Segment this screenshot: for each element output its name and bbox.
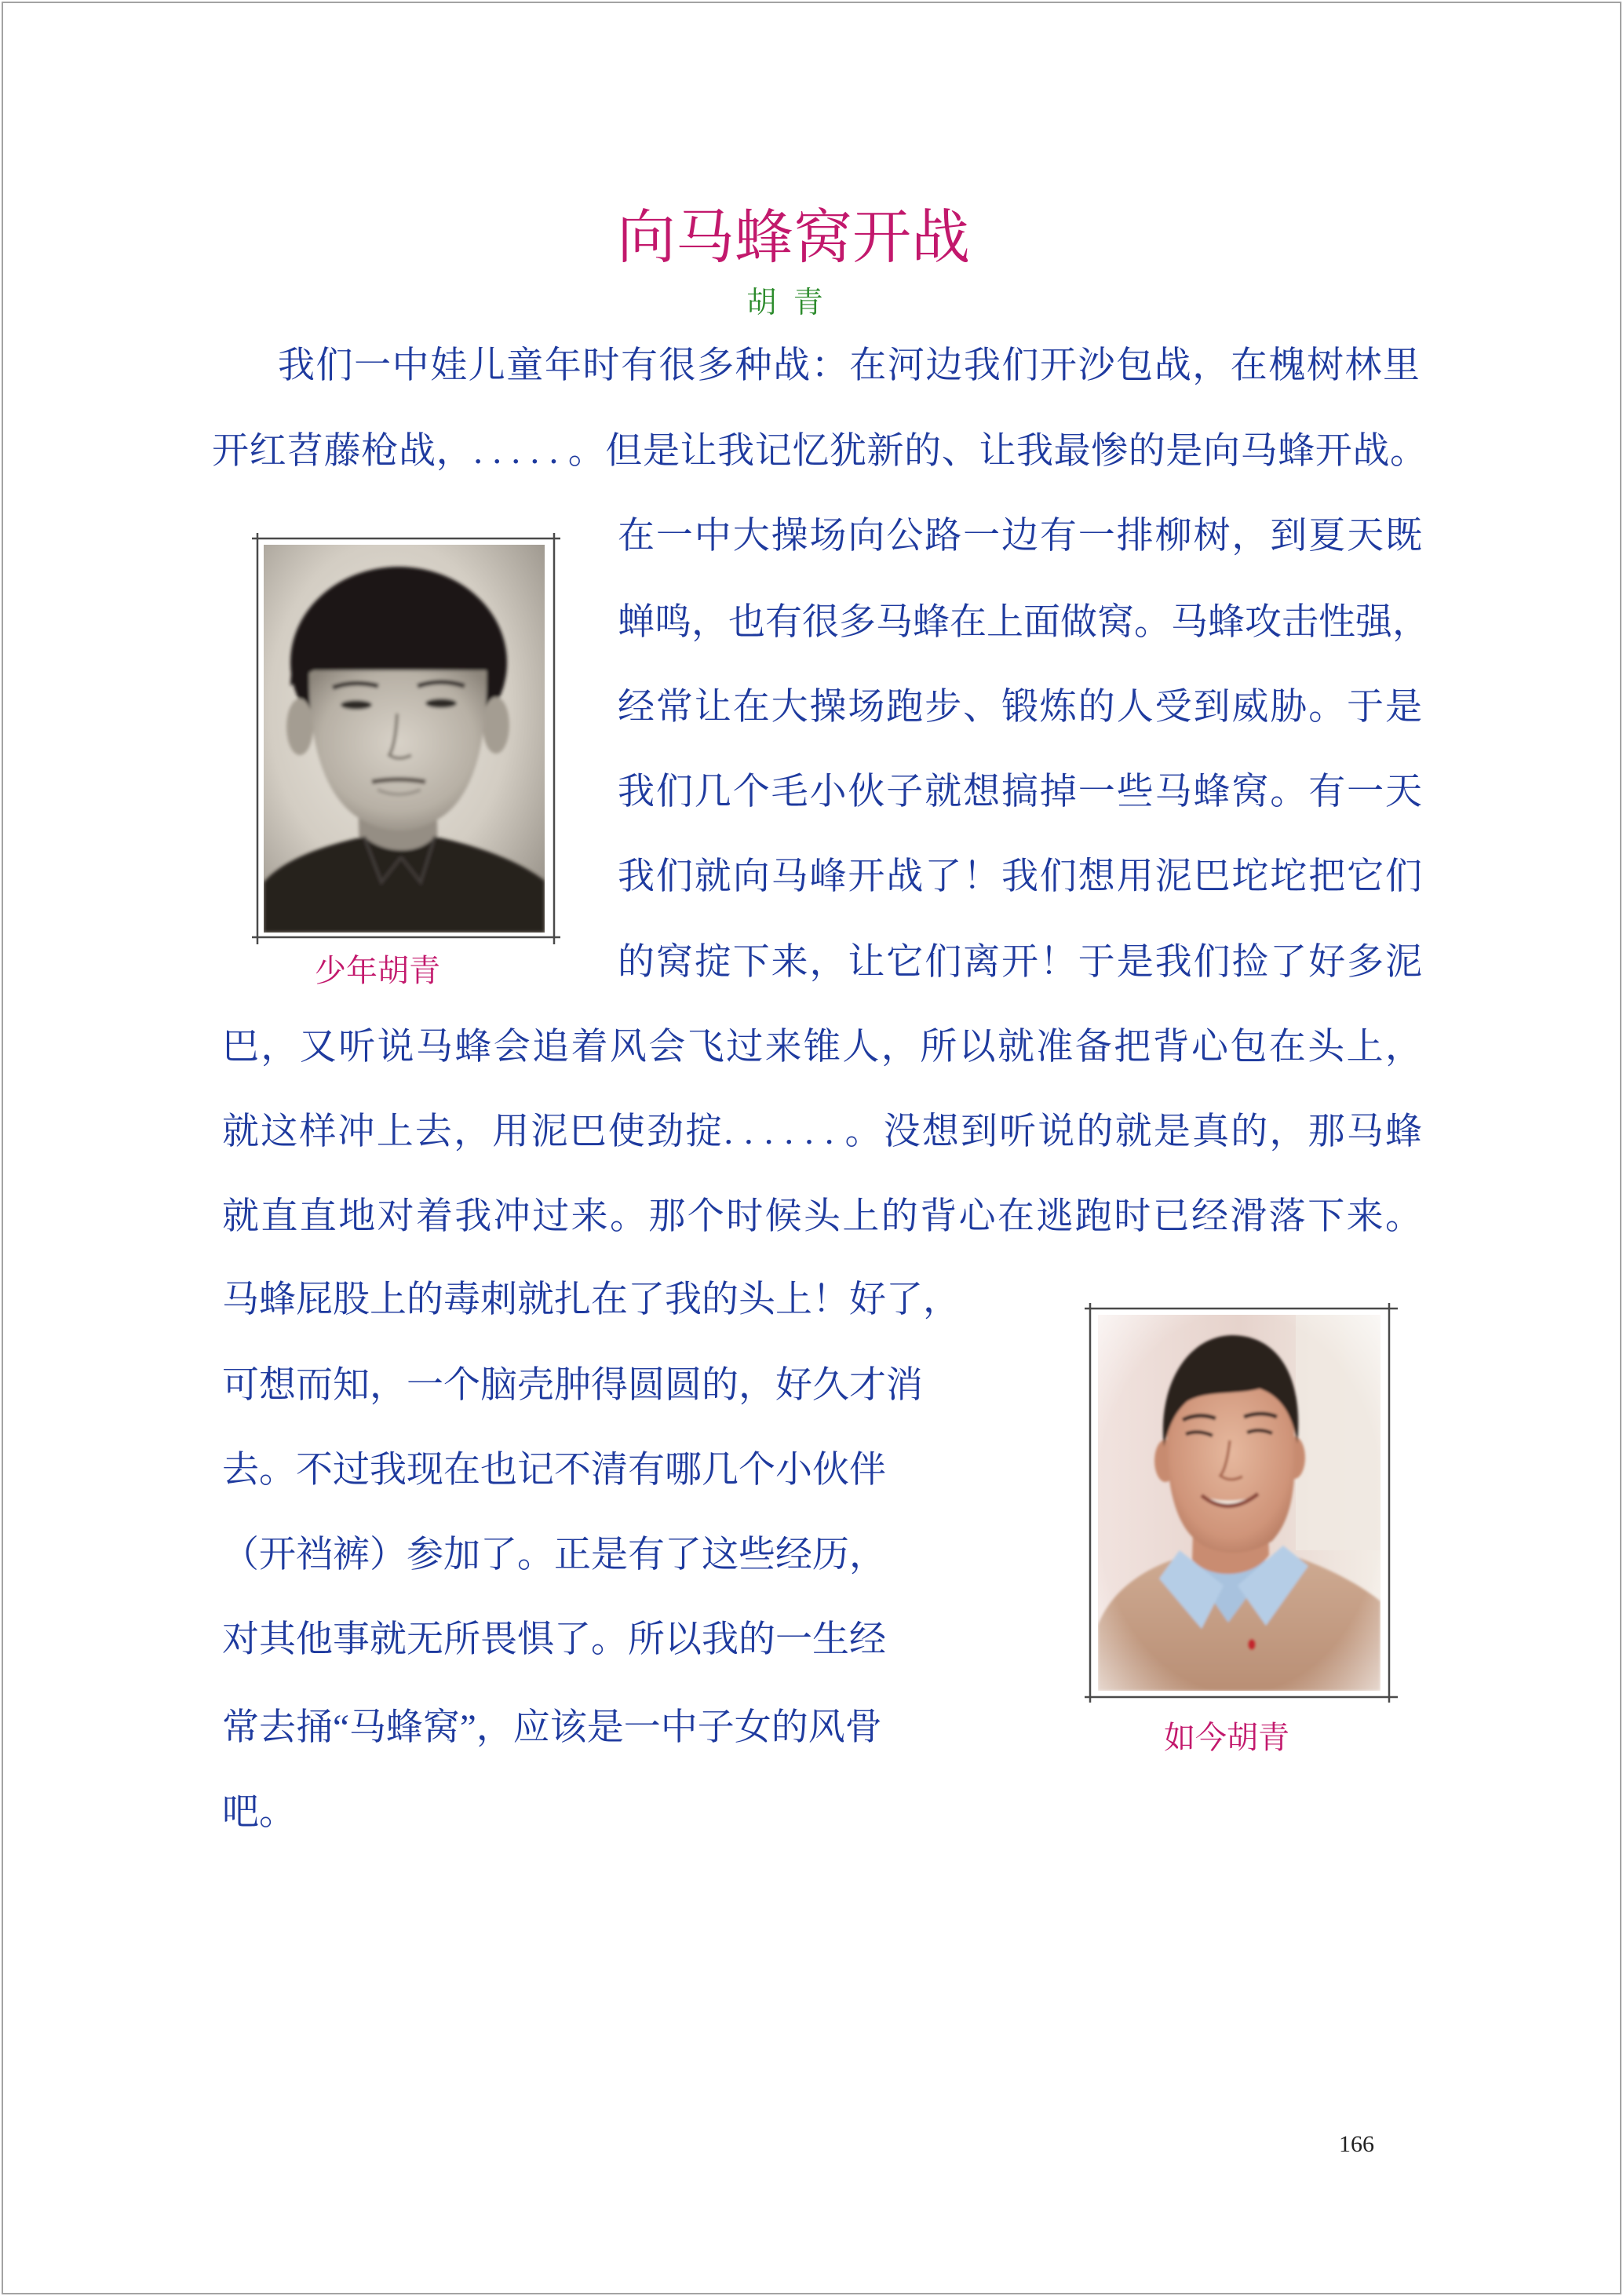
article-line: 吧。 (222, 1792, 296, 1833)
portrait-ear-left (286, 699, 313, 755)
article-line: 在一中大操场向公路一边有一排柳树，到夏天既 (618, 516, 1422, 557)
page-title: 向马蜂窝开战 (616, 206, 970, 271)
article-line: （开裆裤）参加了。正是有了这些经历， (222, 1535, 886, 1575)
article-line: 就这样冲上去，用泥巴使劲掟. . . . . . 。没想到听说的就是真的，那马蜂 (222, 1111, 1422, 1152)
young-portrait-photo (264, 545, 545, 933)
portrait-ear-right (483, 697, 509, 754)
article-line: 常去捅“马蜂窝”，应该是一中子女的风骨 (222, 1707, 882, 1748)
photo-frame-young (250, 531, 563, 947)
article-line: 去。不过我现在也记不清有哪几个小伙伴 (222, 1450, 886, 1491)
article-line: 蝉鸣，也有很多马蜂在上面做窝。马蜂攻击性强， (618, 602, 1429, 643)
photo-now-svg (1081, 1300, 1403, 1708)
photo-caption-young: 少年胡青 (315, 953, 440, 988)
article-line: 我们一中娃儿童年时有很多种战：在河边我们开沙包战，在槐树林里 (278, 345, 1420, 386)
article-line: 可想而知，一个脑壳肿得圆圆的，好久才消 (222, 1365, 923, 1406)
article-line: 开红苕藤枪战，. . . . . 。但是让我记忆犹新的、让我最惨的是向马蜂开战。 (212, 431, 1427, 472)
portrait-eye-right (425, 699, 457, 708)
author-name: 胡 青 (746, 287, 828, 319)
photo-frame-now (1081, 1300, 1403, 1708)
article-line: 的窝掟下来，让它们离开！于是我们捡了好多泥 (618, 942, 1422, 983)
article-line: 我们几个毛小伙子就想搞掉一些马蜂窝。有一天 (618, 772, 1422, 812)
article-line: 巴，又听说马蜂会追着风会飞过来锥人，所以就准备把背心包在头上， (222, 1027, 1422, 1068)
page-number: 166 (1339, 2131, 1374, 2157)
article-line: 马蜂屁股上的毒刺就扎在了我的头上！好了， (222, 1279, 960, 1320)
photo-edge-fade (1098, 1315, 1380, 1691)
article-line: 就直直地对着我冲过来。那个时候头上的背心在逃跑时已经滑落下来。 (222, 1196, 1422, 1237)
now-portrait-photo (1098, 1315, 1380, 1691)
article-line: 对其他事就无所畏惧了。所以我的一生经 (222, 1619, 886, 1660)
portrait-mouth (372, 779, 425, 782)
article-line: 经常让在大操场跑步、锻炼的人受到威胁。于是 (618, 687, 1422, 728)
photo-young-svg (250, 531, 563, 947)
photo-caption-now: 如今胡青 (1164, 1720, 1289, 1755)
portrait-eye-left (341, 700, 372, 710)
article-line: 我们就向马峰开战了！我们想用泥巴坨坨把它们 (618, 856, 1422, 897)
